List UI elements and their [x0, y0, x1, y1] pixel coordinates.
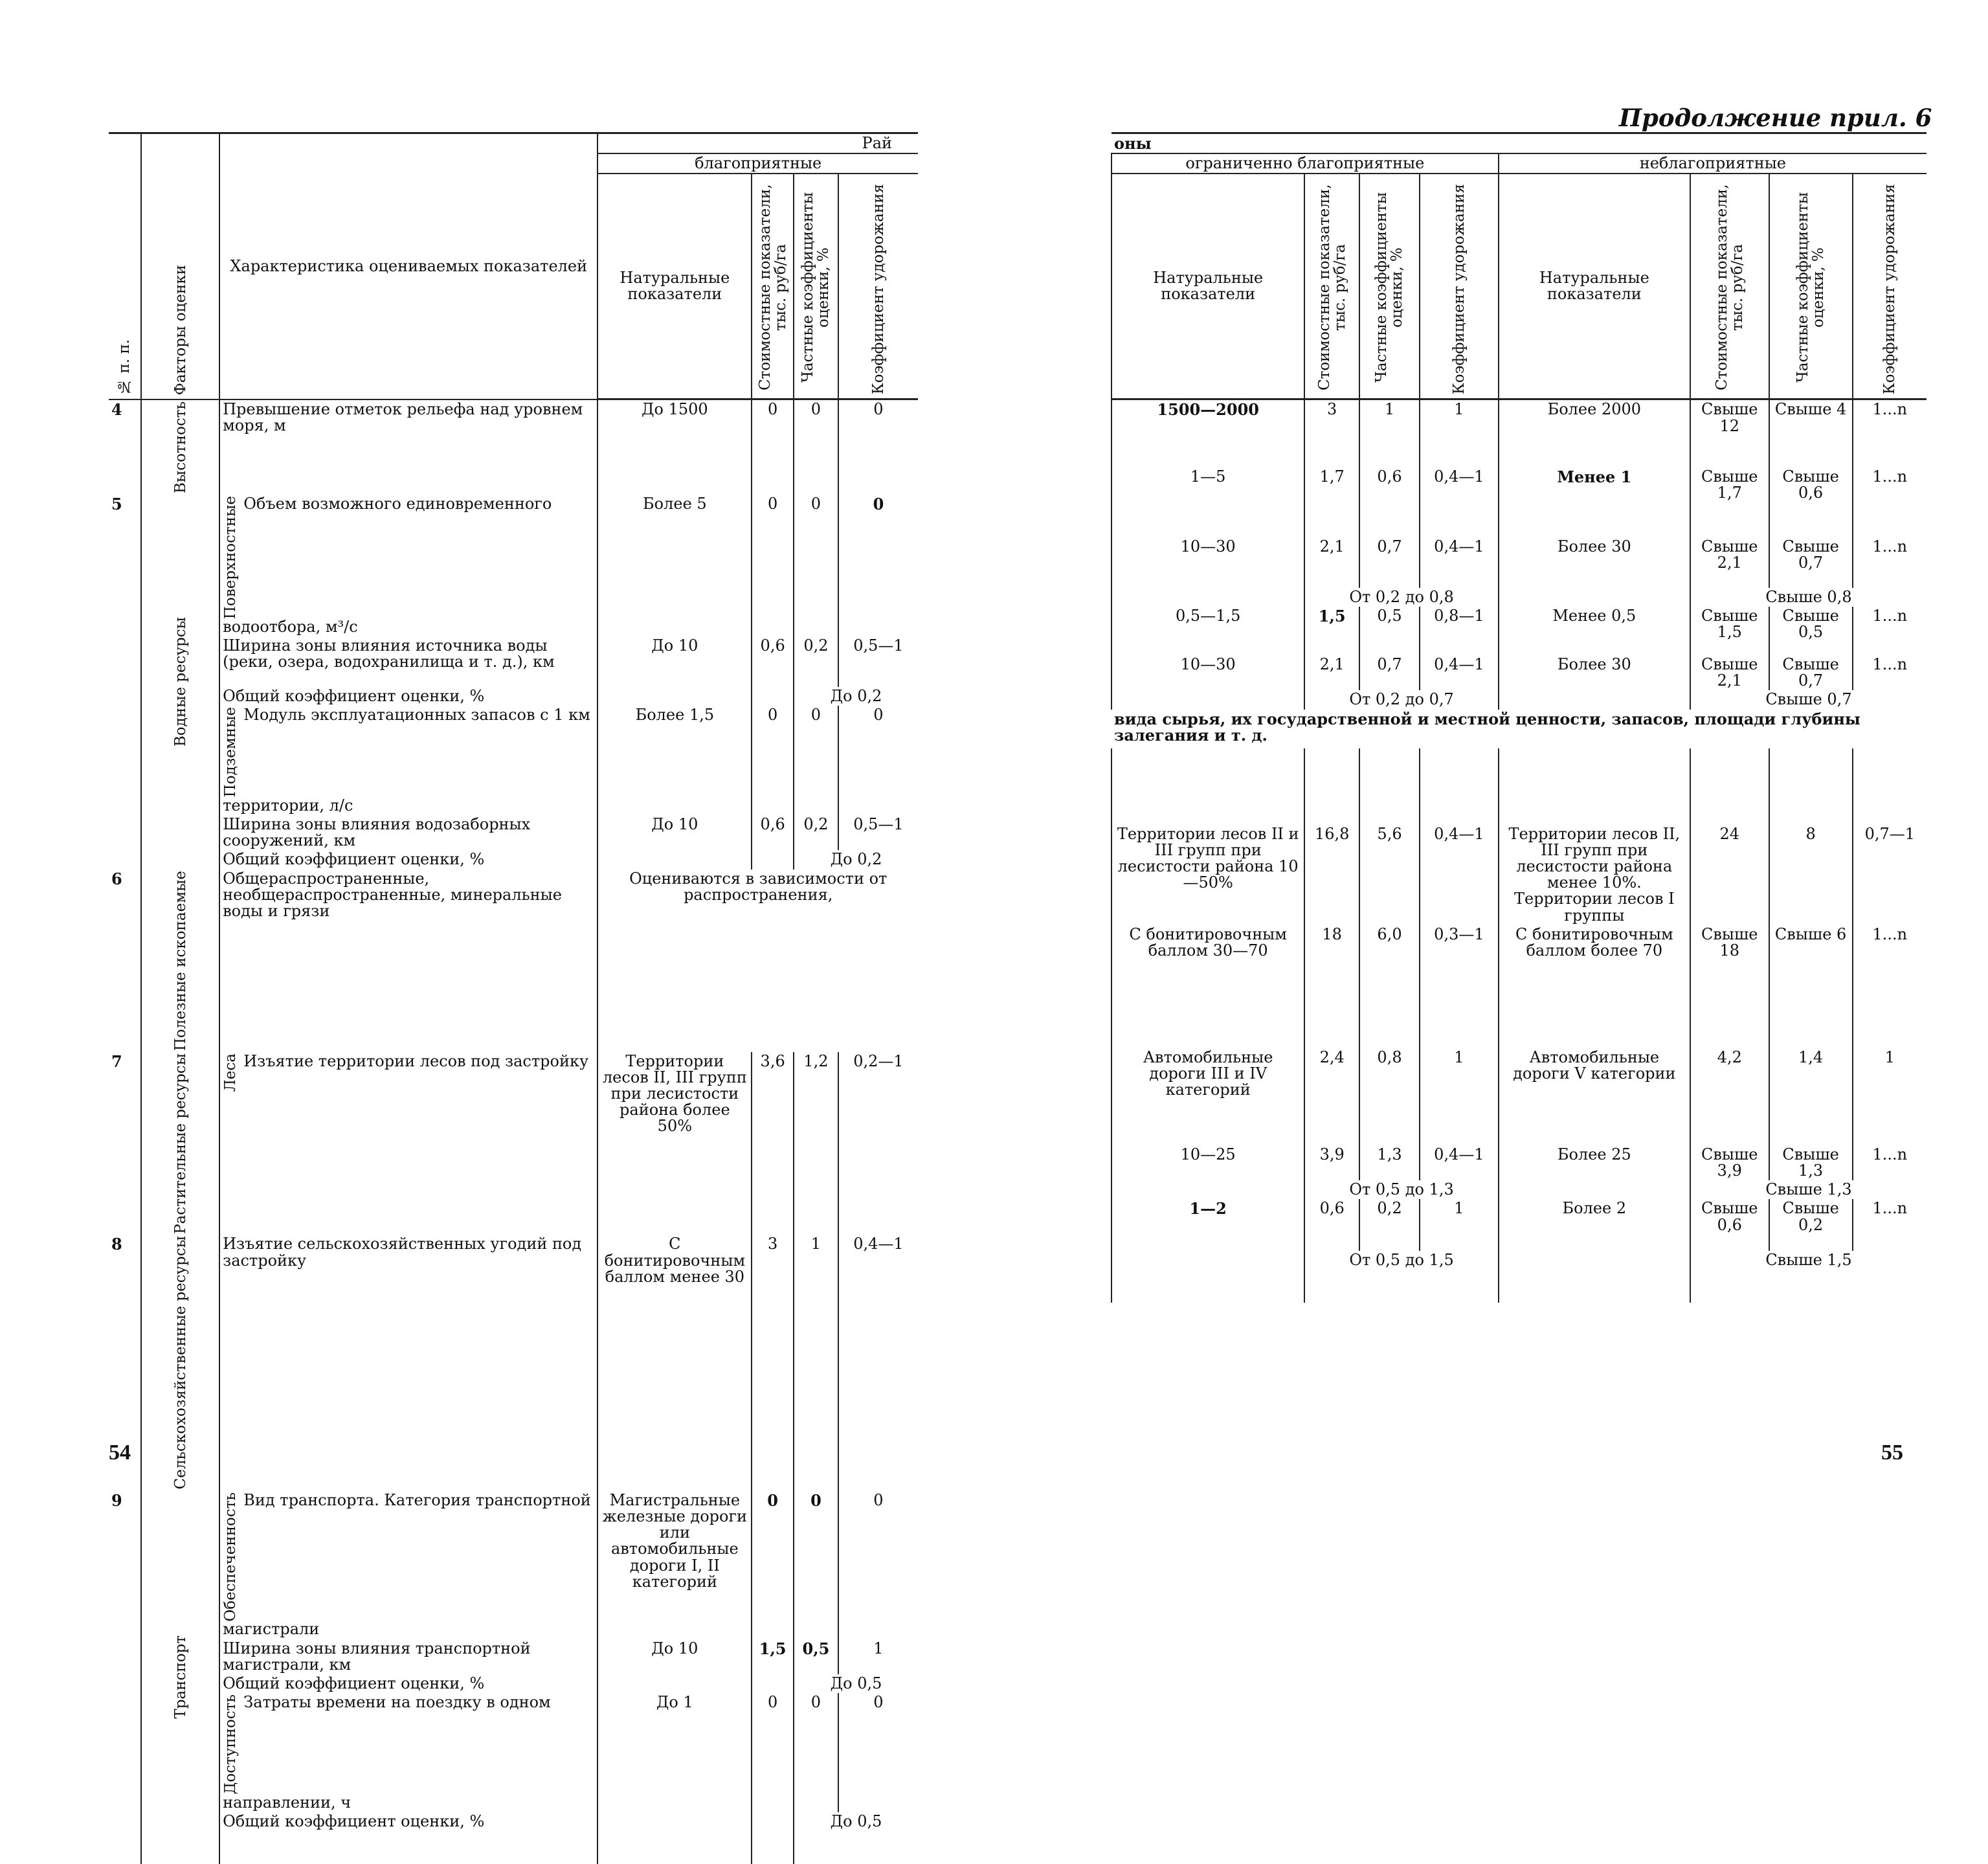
- table-row: 7 Растительные ресурсы Леса Изъятие территории лесов под застройку Территории лесов II, III групп при лесистости района более 50% 3,6 1,2 0,2—1: [109, 1052, 918, 1235]
- col-l-natural-header: Натуральные показатели: [1111, 174, 1304, 399]
- col-l-cost-header: Стоимостные показатели, тыс. руб/га: [1304, 174, 1359, 399]
- header-rai: Рай: [598, 133, 918, 154]
- page-number: 55: [1881, 1441, 1903, 1465]
- col-factors-header: Факторы оценки: [141, 133, 219, 399]
- table-row: Общий коэффициент оценки, % До 0,2: [109, 687, 918, 706]
- col-cost-header: Стоимостные показатели, тыс. руб/га: [752, 174, 794, 399]
- table-row: 1—2 0,6 0,2 1 Более 2 Свыше 0,6 Свыше 0,2 1...n: [1111, 1199, 1927, 1251]
- table-row: Доступность Затраты времени на поездку в одном направлении, ч До 1 0 0 0: [109, 1693, 918, 1812]
- col-u-partial-header: Частные коэффициенты оценки, %: [1769, 174, 1853, 399]
- table-row: 0,5—1,5 1,5 0,5 0,8—1 Менее 0,5 Свыше 1,5 Свыше 0,5 1...n: [1111, 607, 1927, 655]
- col-coef-header: Коэффициент удорожания: [838, 174, 918, 399]
- page-number: 54: [109, 1441, 131, 1465]
- table-row: Общий коэффициент оценки, % До 0,5: [109, 1674, 918, 1693]
- right-table: [1111, 132, 1927, 1303]
- header-unfavorable: неблагоприятные: [1499, 153, 1927, 174]
- table-row: 10—30 2,1 0,7 0,4—1 Более 30 Свыше 2,1 Свыше 0,7 1...n: [1111, 655, 1927, 690]
- table-row: Общий коэффициент оценки, % До 0,5: [109, 1812, 918, 1864]
- table-row: Ширина зоны влияния источника воды (реки, озера, водохранилища и т. д.), км До 10 0,6 0,2 0,5—1: [109, 636, 918, 687]
- table-row: От 0,2 до 0,7 Свыше 0,7: [1111, 690, 1927, 709]
- table-row: 1—5 1,7 0,6 0,4—1 Менее 1 Свыше 1,7 Свыше 0,6 1...n: [1111, 467, 1927, 537]
- table-row: 8 Сельскохозяйственные ресурсы Изъятие сельскохозяйственных угодий под застройку С бонитировочным баллом менее 30 3 1 0,4—1: [109, 1235, 918, 1490]
- table-row: Подземные Модуль эксплуатационных запасов с 1 км территории, л/с Более 1,5 0 0 0: [109, 706, 918, 815]
- table-row: Ширина зоны влияния транспортной магистрали, км До 10 1,5 0,5 1: [109, 1639, 918, 1674]
- table-row: вида сырья, их государственной и местной ценности, запасов, площади глубины залегания и т. д.: [1114, 709, 1860, 745]
- table-row: От 0,5 до 1,3 Свыше 1,3: [1111, 1180, 1927, 1199]
- col-l-coef-header: Коэффициент удорожания: [1420, 174, 1499, 399]
- table-row: Автомобильные дороги III и IV категорий 2,4 0,8 1 Автомобильные дороги V категории 4,2 1,4 1: [1111, 1048, 1927, 1145]
- header-limited: ограниченно благоприятные: [1111, 153, 1499, 174]
- table-row: 10—30 2,1 0,7 0,4—1 Более 30 Свыше 2,1 Свыше 0,7 1...n: [1111, 537, 1927, 588]
- table-row: 1500—2000 3 1 1 Более 2000 Свыше 12 Свыше 4 1...n: [1111, 399, 1927, 467]
- table-row: Ширина зоны влияния водозаборных сооружений, км До 10 0,6 0,2 0,5—1: [109, 815, 918, 850]
- table-row: 9 Транспорт Обеспеченность Вид транспорта. Категория транспортной магистрали Магистральные железные дороги или автомобильные дороги I, II категорий 0 0 0: [109, 1491, 918, 1639]
- right-page: [994, 0, 1988, 1529]
- col-natural-header: Натуральные показатели: [598, 174, 752, 399]
- table-row: 6 Полезные ископаемые Общераспространенные, необщераспространенные, минеральные воды и грязи Оцениваются в зависимости от распространения,: [109, 870, 918, 1052]
- table-row: С бонитировочным баллом 30—70 18 6,0 0,3—1 С бонитировочным баллом более 70 Свыше 18 Свыше 6 1...n: [1111, 925, 1927, 1048]
- header-ony: оны: [1111, 133, 1927, 154]
- table-row: 5 Водные ресурсы Поверхностные Объем возможного единовременного водоотбора, м³/с Более 5 0 0 0: [109, 495, 918, 636]
- table-row: От 0,5 до 1,5 Свыше 1,5: [1111, 1251, 1927, 1303]
- table-row: 10—25 3,9 1,3 0,4—1 Более 25 Свыше 3,9 Свыше 1,3 1...n: [1111, 1145, 1927, 1180]
- header-favorable: благоприятные: [598, 153, 918, 174]
- left-table: [109, 132, 918, 1864]
- col-u-natural-header: Натуральные показатели: [1499, 174, 1690, 399]
- table-row: 4 Высотность Превышение отметок рельефа над уровнем моря, м До 1500 0 0 0: [109, 399, 918, 495]
- col-l-partial-header: Частные коэффициенты оценки, %: [1359, 174, 1420, 399]
- col-u-coef-header: Коэффициент удорожания: [1853, 174, 1927, 399]
- running-head: Продолжение прил. 6: [1619, 104, 1932, 132]
- left-page: [0, 0, 994, 1830]
- col-no-header: № п. п.: [109, 133, 141, 399]
- col-partial-header: Частные коэффициенты оценки, %: [794, 174, 838, 399]
- table-row: Общий коэффициент оценки, % До 0,2: [109, 850, 918, 869]
- col-u-cost-header: Стоимостные показатели, тыс. руб/га: [1690, 174, 1769, 399]
- table-row: От 0,2 до 0,8 Свыше 0,8: [1111, 588, 1927, 607]
- col-characteristic-header: Характеристика оцениваемых показателей: [219, 133, 598, 399]
- table-row: Территории лесов II и III групп при лесистости района 10—50% 16,8 5,6 0,4—1 Территории лесов II, III групп при лесистости района менее 10%. Территории лесов I группы 24 8 0,7—1: [1111, 748, 1927, 925]
